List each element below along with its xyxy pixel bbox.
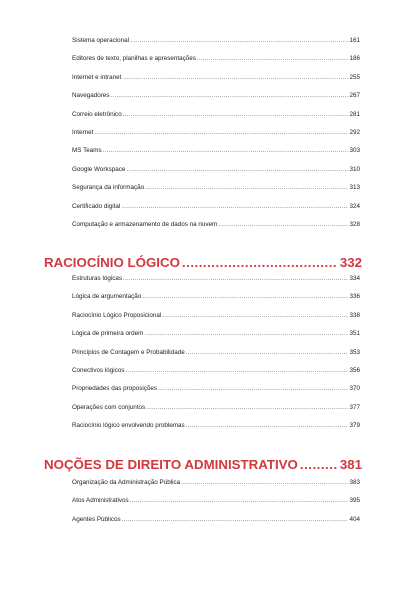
toc-entry-label: Computação e armazenamento de dados na nuvem xyxy=(72,220,218,228)
toc-entry-label: Princípios de Contagem e Probabilidade xyxy=(72,348,185,356)
toc-entry-page: 292 xyxy=(349,128,360,136)
toc-entry-page: 255 xyxy=(349,73,360,81)
toc-entry[interactable] xyxy=(72,166,360,184)
toc-entry[interactable] xyxy=(72,312,360,330)
toc-entry[interactable] xyxy=(72,129,360,147)
toc-entry-label: Sistema operacional xyxy=(72,37,130,44)
toc-entry-page: 281 xyxy=(349,110,360,118)
toc-entry[interactable] xyxy=(72,203,360,221)
toc-entry-page: 379 xyxy=(349,422,360,430)
toc-entry-label: Raciocínio lógico envolvendo problemas xyxy=(72,422,185,430)
toc-entry[interactable] xyxy=(72,184,360,202)
toc-entry-page: 370 xyxy=(349,385,360,393)
toc-entry-label: Segurança da informação xyxy=(72,184,145,192)
toc-entry-label: Internet xyxy=(72,128,94,136)
toc-entry[interactable] xyxy=(72,367,360,385)
toc-entry-label: Google Workspace xyxy=(72,165,126,173)
toc-entry[interactable] xyxy=(72,404,360,422)
toc-entry-label: Editores de texto, planilhas e apresentações xyxy=(72,55,196,63)
toc-entry-page: 351 xyxy=(349,330,360,338)
toc-entry-label: Raciocínio Lógico Proposicional xyxy=(72,311,162,319)
toc-entry-page: 324 xyxy=(349,202,360,210)
toc-entry-label: Internet e intranet xyxy=(72,73,122,81)
section-title: NOÇÕES DE DIREITO ADMINISTRATIVO xyxy=(44,457,298,472)
toc-entry[interactable] xyxy=(72,275,360,293)
toc-entry-page: 186 xyxy=(349,55,360,63)
toc-entry-page: 383 xyxy=(349,479,360,486)
toc-entry[interactable] xyxy=(72,92,360,110)
toc-entry-page: 338 xyxy=(349,311,360,319)
toc-entry-page: 161 xyxy=(349,37,360,44)
toc-entry-page: 404 xyxy=(349,515,360,523)
toc-entry[interactable] xyxy=(72,37,360,55)
toc-entry-page: 395 xyxy=(349,497,360,505)
toc-entry-label: Atos Administrativos xyxy=(72,497,129,505)
toc-entry-label: Agentes Públicos xyxy=(72,515,121,523)
toc-list-direito-administrativo xyxy=(72,479,360,534)
toc-entry-page: 377 xyxy=(349,403,360,411)
toc-entry-label: Propriedades das proposições xyxy=(72,385,158,393)
toc-entry-label: Organização da Administração Pública xyxy=(72,479,181,486)
toc-entry[interactable] xyxy=(72,497,360,515)
toc-entry-page: 336 xyxy=(349,293,360,301)
toc-entry[interactable] xyxy=(72,55,360,73)
toc-entry[interactable] xyxy=(72,385,360,403)
toc-entry-label: Certificado digital xyxy=(72,202,121,210)
toc-entry[interactable] xyxy=(72,74,360,92)
toc-entry-page: 267 xyxy=(349,92,360,100)
toc-entry-label: Conectivos lógicos xyxy=(72,366,125,374)
toc-entry-page: 328 xyxy=(349,220,360,228)
toc-entry-label: Correio eletrônico xyxy=(72,110,122,118)
toc-entry-page: 313 xyxy=(349,184,360,192)
toc-entry-page: 356 xyxy=(349,366,360,374)
toc-entry-label: Navegadores xyxy=(72,92,110,100)
toc-entry-label: Operações com conjuntos xyxy=(72,403,146,411)
toc-entry-label: MS Teams xyxy=(72,147,102,155)
toc-list-informatica xyxy=(72,37,360,239)
toc-entry[interactable] xyxy=(72,147,360,165)
toc-entry-page: 334 xyxy=(349,275,360,282)
section-page: 381 xyxy=(339,457,362,472)
toc-entry[interactable] xyxy=(72,516,360,534)
toc-entry-label: Lógica de primeira ordem xyxy=(72,330,144,338)
toc-entry[interactable] xyxy=(72,330,360,348)
toc-list-raciocinio-logico xyxy=(72,275,360,441)
toc-entry[interactable] xyxy=(72,349,360,367)
toc-entry-page: 310 xyxy=(349,165,360,173)
toc-entry[interactable] xyxy=(72,422,360,440)
section-heading-direito-administrativo[interactable] xyxy=(44,457,362,472)
toc-entry[interactable] xyxy=(72,221,360,239)
toc-entry-page: 303 xyxy=(349,147,360,155)
section-title: RACIOCÍNIO LÓGICO xyxy=(44,255,180,270)
section-heading-raciocinio-logico[interactable] xyxy=(44,255,362,270)
toc-entry-page: 353 xyxy=(349,348,360,356)
toc-entry[interactable] xyxy=(72,293,360,311)
section-page: 332 xyxy=(339,255,362,270)
toc-entry[interactable] xyxy=(72,479,360,497)
toc-entry-label: Lógica de argumentação xyxy=(72,293,142,301)
toc-entry-label: Estruturas lógicas xyxy=(72,275,123,282)
toc-entry[interactable] xyxy=(72,111,360,129)
